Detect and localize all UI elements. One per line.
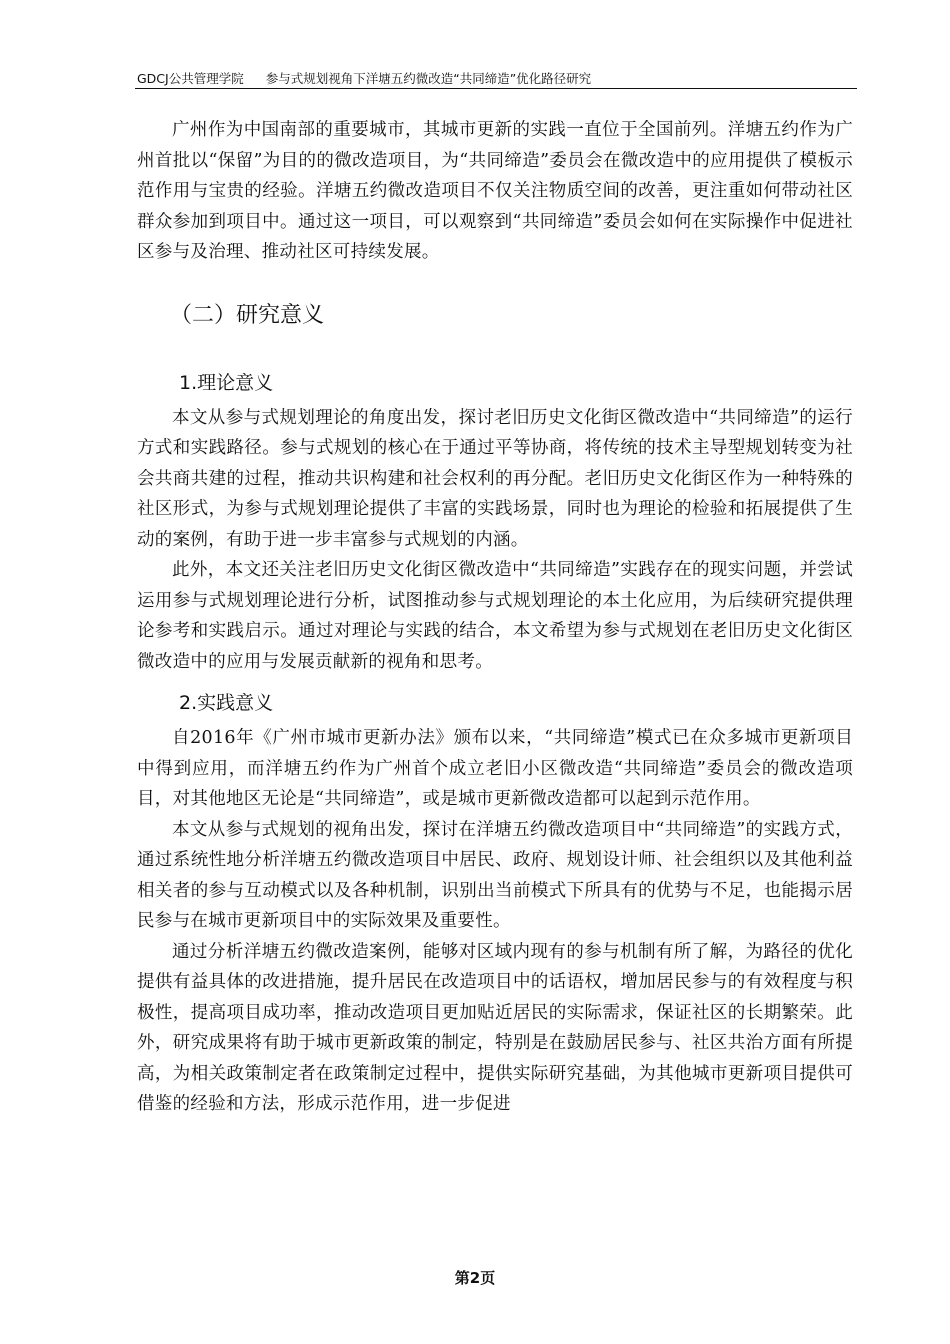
page-number: 第2页 <box>454 1269 496 1287</box>
practice-paragraph-1: 自2016年《广州市城市更新办法》颁布以来，“共同缔造”模式已在众多城市更新项目中得到应用，而洋塘五约作为广州首个成立老旧小区微改造“共同缔造”委员会的微改造项目，对其他地区无论是“共同缔造”，或是城市更新微改造都可以起到示范作用。 <box>137 728 853 809</box>
subsection-heading-theory: 1.理论意义 <box>179 371 274 394</box>
intro-paragraph: 广州作为中国南部的重要城市，其城市更新的实践一直位于全国前列。洋塘五约作为广州首批以“保留”为目的的微改造项目，为“共同缔造”委员会在微改造中的应用提供了模板示范作用与宝贵的经验。洋塘五约微改造项目不仅关注物质空间的改善，更注重如何带动社区群众参加到项目中。通过这一项目，可以观察到“共同缔造”委员会如何在实际操作中促进社区参与及治理、推动社区可持续发展。 <box>137 120 853 262</box>
page-body <box>137 115 853 1120</box>
practice-paragraph-3: 通过分析洋塘五约微改造案例，能够对区域内现有的参与机制有所了解，为路径的优化提供有益具体的改进措施，提升居民在改造项目中的话语权，增加居民参与的有效程度与积极性，提高项目成功率，推动改造项目更加贴近居民的实际需求，保证社区的长期繁荣。此外，研究成果将有助于城市更新政策的制定，特别是在鼓励居民参与、社区共治方面有所提高，为相关政策制定者在政策制定过程中，提供实际研究基础，为其他城市更新项目提供可借鉴的经验和方法，形成示范作用，进一步促进 <box>137 941 853 1114</box>
theory-paragraph-2: 此外，本文还关注老旧历史文化街区微改造中“共同缔造”实践存在的现实问题，并尝试运用参与式规划理论进行分析，试图推动参与式规划理论的本土化应用，为后续研究提供理论参考和实践启示。通过对理论与实践的结合，本文希望为参与式规划在老旧历史文化街区微改造中的应用与发展贡献新的视角和思考。 <box>137 560 853 672</box>
running-header <box>137 70 855 88</box>
practice-paragraph-2: 本文从参与式规划的视角出发，探讨在洋塘五约微改造项目中“共同缔造”的实践方式，通过系统性地分析洋塘五约微改造项目中居民、政府、规划设计师、社会组织以及其他利益相关者的参与互动模式以及各种机制，识别出当前模式下所具有的优势与不足，也能揭示居民参与在城市更新项目中的实际效果及重要性。 <box>137 819 853 931</box>
section-heading-research-significance: （二）研究意义 <box>170 302 325 328</box>
header-divider-line <box>135 88 857 89</box>
header-college-name: GDCJ公共管理学院 <box>137 71 244 86</box>
header-thesis-title: 参与式规划视角下洋塘五约微改造“共同缔造”优化路径研究 <box>265 71 592 86</box>
theory-paragraph-1: 本文从参与式规划理论的角度出发，探讨老旧历史文化街区微改造中“共同缔造”的运行方式和实践路径。参与式规划的核心在于通过平等协商，将传统的技术主导型规划转变为社会共商共建的过程，推动共识构建和社会权利的再分配。老旧历史文化街区作为一种特殊的社区形式，为参与式规划理论提供了丰富的实践场景，同时也为理论的检验和拓展提供了生动的案例，有助于进一步丰富参与式规划的内涵。 <box>137 407 853 550</box>
subsection-heading-practice: 2.实践意义 <box>179 692 274 714</box>
